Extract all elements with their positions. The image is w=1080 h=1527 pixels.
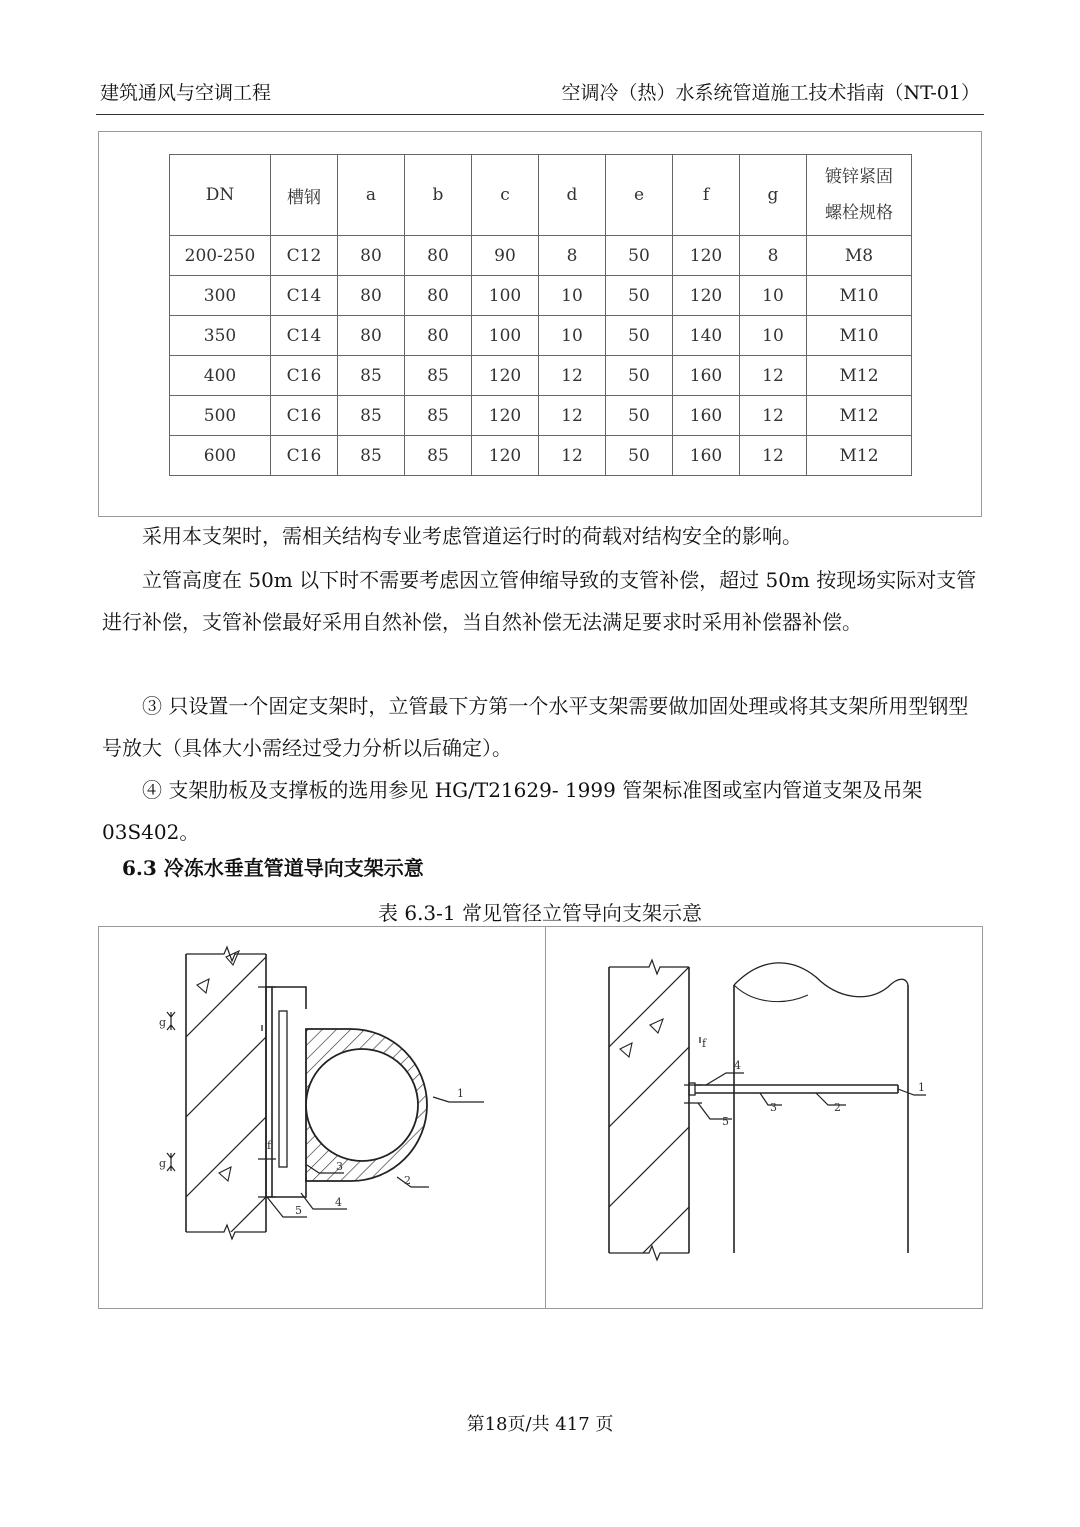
section-number: 6.3 xyxy=(122,856,157,880)
table-cell: 80 xyxy=(338,236,405,276)
table-cell: 8 xyxy=(740,236,807,276)
table-cell: 50 xyxy=(606,276,673,316)
table-row xyxy=(170,356,912,396)
table-cell: 100 xyxy=(472,316,539,356)
table-cell: 50 xyxy=(606,396,673,436)
col-header-e: e xyxy=(606,155,673,236)
table-cell: 10 xyxy=(740,276,807,316)
wall-break-mark-bottom xyxy=(609,1246,689,1260)
pipe-circle xyxy=(306,1049,418,1161)
table-cell: 600 xyxy=(170,436,271,476)
wall-hatching xyxy=(186,957,266,1277)
wall-hatching xyxy=(609,967,689,1287)
table-cell: 12 xyxy=(740,436,807,476)
header-rule xyxy=(96,114,984,115)
table-cell: 80 xyxy=(338,276,405,316)
table-cell: 85 xyxy=(405,436,472,476)
table-cell: 80 xyxy=(405,236,472,276)
spec-table-header-row xyxy=(170,155,912,236)
channel-upper-arm xyxy=(272,987,306,1009)
table-cell: 120 xyxy=(472,356,539,396)
paragraph-fixed-support: ③ 只设置一个固定支架时，立管最下方第一个水平支架需要做加固处理或将其支架所用型钢型号放大（具体大小需经过受力分析以后确定）。 xyxy=(102,694,969,760)
table-cell: 50 xyxy=(606,316,673,356)
table-row xyxy=(170,436,912,476)
page-footer: 第18页/共 417 页 xyxy=(466,1414,614,1435)
table-cell: 10 xyxy=(539,316,606,356)
table-cell: 12 xyxy=(539,436,606,476)
col-header-bolt-line1: 镀锌紧固 xyxy=(825,167,893,187)
table-cell: 50 xyxy=(606,356,673,396)
table-cell: M10 xyxy=(807,316,912,356)
wall-break-mark-top xyxy=(186,947,266,961)
table-cell: C14 xyxy=(271,316,338,356)
dimension-g-lower xyxy=(167,1153,175,1171)
col-header-channel: 槽钢 xyxy=(271,155,338,236)
callout-5: 5 xyxy=(295,1204,302,1217)
drawing-table-frame xyxy=(98,926,983,1309)
callout-2: 2 xyxy=(834,1101,841,1114)
table-row xyxy=(170,316,912,356)
dim-label-f: f xyxy=(702,1037,707,1050)
table-cell: M12 xyxy=(807,396,912,436)
table-cell: M10 xyxy=(807,276,912,316)
callout-3: 3 xyxy=(770,1101,777,1114)
table-cell: 160 xyxy=(673,356,740,396)
wall-break-mark-top xyxy=(609,960,689,974)
table-cell: 12 xyxy=(539,356,606,396)
table-cell: 12 xyxy=(740,356,807,396)
callout-1: 1 xyxy=(457,1087,464,1100)
section-heading xyxy=(122,852,424,881)
paragraph-rib-plate: ④ 支架肋板及支撑板的选用参见 HG/T21629- 1999 管架标准图或室内管道支架及吊架 03S402。 xyxy=(102,778,923,844)
drawing-left-guide-support xyxy=(99,927,545,1308)
col-header-c: c xyxy=(472,155,539,236)
col-header-dn: DN xyxy=(170,155,271,236)
table-cell: 160 xyxy=(673,396,740,436)
table-cell: 10 xyxy=(539,276,606,316)
header-left-title: 建筑通风与空调工程 xyxy=(100,82,272,104)
spec-table xyxy=(169,154,912,476)
table-cell: 85 xyxy=(405,396,472,436)
channel-web xyxy=(279,1011,287,1167)
aggregate-mark xyxy=(226,951,239,965)
col-header-b: b xyxy=(405,155,472,236)
table-cell: 120 xyxy=(673,236,740,276)
col-header-a: a xyxy=(338,155,405,236)
aggregate-mark xyxy=(219,1167,231,1181)
table-row xyxy=(170,276,912,316)
table-cell: 400 xyxy=(170,356,271,396)
table-cell: 160 xyxy=(673,436,740,476)
table-cell: 90 xyxy=(472,236,539,276)
table-cell: 80 xyxy=(405,276,472,316)
base-plate xyxy=(266,987,272,1197)
table-cell: 12 xyxy=(740,396,807,436)
table-cell: 140 xyxy=(673,316,740,356)
col-header-g: g xyxy=(740,155,807,236)
table-cell: 8 xyxy=(539,236,606,276)
pipe-break-top xyxy=(734,963,908,997)
table-cell: 85 xyxy=(338,356,405,396)
table-cell: C16 xyxy=(271,396,338,436)
table-cell: 80 xyxy=(405,316,472,356)
table-cell: 120 xyxy=(673,276,740,316)
callout-3: 3 xyxy=(336,1160,343,1173)
aggregate-mark xyxy=(197,979,209,993)
dim-label-f: f xyxy=(267,1139,272,1152)
channel-lower-arm xyxy=(272,1177,306,1197)
table-cell: C14 xyxy=(271,276,338,316)
table-cell: C12 xyxy=(271,236,338,276)
table-cell: 85 xyxy=(405,356,472,396)
callout-2: 2 xyxy=(404,1174,411,1187)
table-cell: 100 xyxy=(472,276,539,316)
header-right-title: 空调冷（热）水系统管道施工技术指南（NT-01） xyxy=(561,82,980,104)
table-cell: M12 xyxy=(807,356,912,396)
callout-4: 4 xyxy=(335,1196,342,1209)
table-cell: 500 xyxy=(170,396,271,436)
table-caption: 表 6.3-1 常见管径立管导向支架示意 xyxy=(377,901,702,925)
table-cell: 350 xyxy=(170,316,271,356)
table-cell: 80 xyxy=(338,316,405,356)
dimension-g-upper xyxy=(167,1012,175,1030)
dim-label-g-lower: g xyxy=(159,1157,167,1170)
anchor-bolts xyxy=(258,987,276,1197)
col-header-bolt xyxy=(807,155,912,236)
table-cell: 120 xyxy=(472,396,539,436)
spec-table-frame xyxy=(98,131,982,517)
table-cell: C16 xyxy=(271,356,338,396)
table-cell: 10 xyxy=(740,316,807,356)
wall-break-mark-bottom xyxy=(186,1225,266,1239)
col-header-bolt-line2: 螺栓规格 xyxy=(825,203,893,223)
callout-4: 4 xyxy=(734,1059,741,1072)
aggregate-mark xyxy=(620,1043,632,1057)
table-cell: 12 xyxy=(539,396,606,436)
table-cell: M8 xyxy=(807,236,912,276)
callout-leaders xyxy=(698,1073,926,1119)
dim-label-g-upper: g xyxy=(159,1016,167,1029)
table-cell: 300 xyxy=(170,276,271,316)
table-cell: 120 xyxy=(472,436,539,476)
callout-5: 5 xyxy=(722,1115,729,1128)
table-cell: 85 xyxy=(338,396,405,436)
spec-table-body xyxy=(170,236,912,476)
col-header-d: d xyxy=(539,155,606,236)
callout-1: 1 xyxy=(918,1081,925,1094)
table-row xyxy=(170,396,912,436)
paragraph-riser-compensation: 立管高度在 50m 以下时不需要考虑因立管伸缩导致的支管补偿，超过 50m 按现场实际对支管进行补偿，支管补偿最好采用自然补偿，当自然补偿无法满足要求时采用补偿器补偿。 xyxy=(102,568,977,634)
table-row xyxy=(170,236,912,276)
col-header-f: f xyxy=(673,155,740,236)
table-cell: 85 xyxy=(338,436,405,476)
section-title: 冷冻水垂直管道导向支架示意 xyxy=(163,856,424,880)
table-cell: C16 xyxy=(271,436,338,476)
paragraph-load-note: 采用本支架时，需相关结构专业考虑管道运行时的荷载对结构安全的影响。 xyxy=(142,524,802,548)
aggregate-mark xyxy=(650,1019,663,1033)
table-cell: 50 xyxy=(606,436,673,476)
pipe-break-top-inner xyxy=(734,985,808,1002)
table-cell: M12 xyxy=(807,436,912,476)
table-cell: 200-250 xyxy=(170,236,271,276)
drawing-right-guide-support xyxy=(546,927,983,1308)
table-cell: 50 xyxy=(606,236,673,276)
